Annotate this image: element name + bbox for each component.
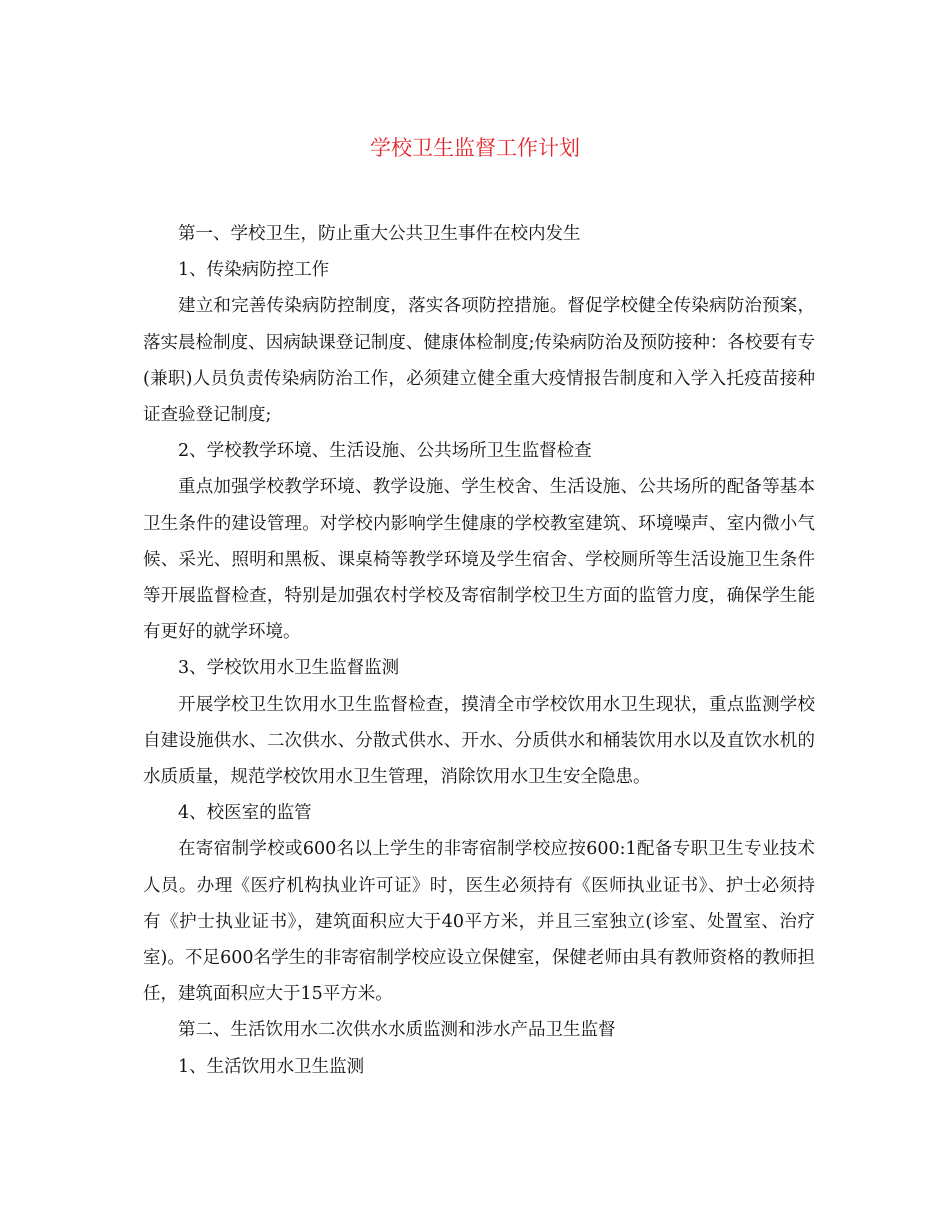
paragraph-drinking-water-monitoring: 开展学校卫生饮用水卫生监督检查，摸清全市学校饮用水卫生现状，重点监测学校自建设施供水、二次供水、分散式供水、开水、分质供水和桶装饮用水以及直饮水机的水质质量，规范学校饮用水卫生管理，消除饮用水卫生安全隐患。	[143, 694, 815, 788]
section-heading-secondary-water-supply: 第二、生活饮用水二次供水水质监测和涉水产品卫生监督	[178, 1020, 616, 1041]
paragraph-teaching-environment: 重点加强学校教学环境、教学设施、学生校舍、生活设施、公共场所的配备等基本卫生条件的建设管理。对学校内影响学生健康的学校教室建筑、环境噪声、室内微小气候、采光、照明和黑板、课桌椅等教学环境及学生宿舍、学校厕所等生活设施卫生条件等开展监督检查，特别是加强农村学校及寄宿制学校卫生方面的监管力度，确保学生能有更好的就学环境。	[143, 477, 815, 643]
subheading-infectious-disease-control: 1、传染病防控工作	[178, 260, 330, 281]
paragraph-infectious-disease-control: 建立和完善传染病防控制度，落实各项防控措施。督促学校健全传染病防治预案，落实晨检制度、因病缺课登记制度、健康体检制度;传染病防治及预防接种：各校要有专(兼职)人员负责传染病防治工作，必须建立健全重大疫情报告制度和入学入托疫苗接种证查验登记制度;	[143, 296, 815, 426]
subheading-drinking-water-monitoring: 3、学校饮用水卫生监督监测	[178, 658, 400, 679]
subheading-drinking-water-hygiene: 1、生活饮用水卫生监测	[178, 1056, 365, 1077]
subheading-school-clinic: 4、校医室的监管	[178, 803, 312, 824]
document-title: 学校卫生监督工作计划	[370, 136, 580, 160]
document-body	[143, 216, 815, 1085]
paragraph-school-clinic: 在寄宿制学校或600名以上学生的非寄宿制学校应按600:1配备专职卫生专业技术人员。办理《医疗机构执业许可证》时，医生必须持有《医师执业证书》、护士必须持有《护士执业证书》，建筑面积应大于40平方米，并且三室独立(诊室、处置室、治疗室)。不足600名学生的非寄宿制学校应设立保健室，保健老师由具有教师资格的教师担任，建筑面积应大于15平方米。	[143, 839, 815, 1005]
section-heading-school-hygiene: 第一、学校卫生，防止重大公共卫生事件在校内发生	[178, 224, 581, 244]
subheading-teaching-environment: 2、学校教学环境、生活设施、公共场所卫生监督检查	[178, 441, 592, 462]
